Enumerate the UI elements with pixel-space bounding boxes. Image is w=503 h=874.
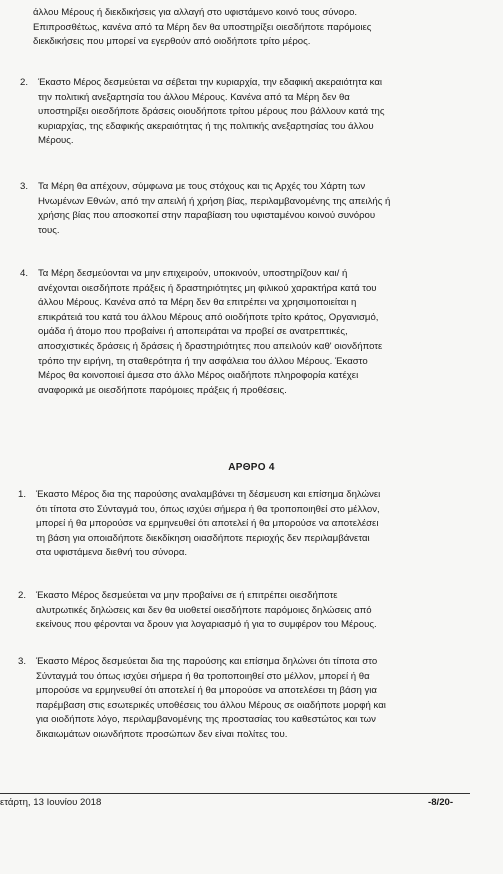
page-number: -8/20- xyxy=(428,797,454,808)
article-heading: ΑΡΘΡΟ 4 xyxy=(228,462,275,473)
text-line: υποστηρίξει οιεσδήποτε δράσεις οιουδήποτε τρίτου μέρους που βάλλουν κατά της xyxy=(38,106,385,118)
text-line: ανέχονται οιεσδήποτε πράξεις ή δραστηριότητες μη φιλικού χαρακτήρα κατά του xyxy=(38,282,377,294)
item-number: 4. xyxy=(20,268,29,279)
text-line: αποσχιστικές δράσεις ή δράσεις ή δραστηριότητες που απειλούν καθ' οιονδήποτε xyxy=(38,340,383,352)
text-line: ότι τίποτα στο Σύνταγμά του, όπως ισχύει σήμερα ή θα τροποποιηθεί στο μέλλον, xyxy=(36,503,380,515)
article4-item-1 xyxy=(36,488,473,561)
article-item-2 xyxy=(38,76,473,149)
text-line: ομάδα ή άτομο που προβαίνει ή αποπειράται να προβεί σε ανατρεπτικές, xyxy=(38,326,348,338)
footer-divider xyxy=(0,793,470,794)
text-line: χρήσης βίας που αποσκοπεί στην παραβίαση του υφισταμένου κοινού συνόρου xyxy=(38,210,376,222)
text-line: τους. xyxy=(38,224,60,236)
text-line: άλλου Μέρους. Κανένα από τα Μέρη δεν θα επιτρέπει να χρησιμοποιείται η xyxy=(38,297,357,309)
text-line: παρέμβαση στις εσωτερικές υποθέσεις του άλλου Μέρους σε οιαδήποτε μορφή και xyxy=(36,699,386,711)
text-line: αναφορικά με οιεσδήποτε παρόμοιες πράξεις ή προθέσεις. xyxy=(38,384,287,396)
text-line: μπορεί ή θα μπορούσε να ερμηνευθεί ότι αποτελεί ή θα μπορούσε να αποτελέσει xyxy=(36,518,379,530)
article-item-3 xyxy=(38,180,473,238)
text-line: Έκαστο Μέρος δια της παρούσης αναλαμβάνει τη δέσμευση και επίσημα δηλώνει xyxy=(36,489,381,500)
text-line: Έκαστο Μέρος δεσμεύεται δια της παρούσης και επίσημα δηλώνει ότι τίποτα στο xyxy=(36,656,378,667)
text-line: την πολιτική ανεξαρτησία του άλλου Μέρους. Κανένα από τα Μέρη δεν θα xyxy=(38,91,350,103)
text-line: κυριαρχίας, της εδαφικής ακεραιότητας ή της πολιτικής ανεξαρτησίας του άλλου xyxy=(38,120,374,132)
text-line: στα υφιστάμενα διεθνή του σύνορα. xyxy=(36,547,188,559)
text-line: Τα Μέρη δεσμεύονται να μην επιχειρούν, υποκινούν, υποστηρίζουν και/ ή xyxy=(38,268,348,279)
item-number: 1. xyxy=(18,489,27,500)
text-line: αλυτρωτικές δηλώσεις και δεν θα υιοθετεί οιεσδήποτε παρόμοιες δηλώσεις από xyxy=(36,604,372,616)
article-item-4 xyxy=(38,267,473,398)
item-number: 3. xyxy=(20,181,29,192)
text-line: μπορούσε να ερμηνευθεί ότι αποτελεί ή θα μπορούσε να αποτελέσει τη βάση για xyxy=(36,685,377,697)
item-number: 2. xyxy=(20,77,29,88)
text-line: δικαιωμάτων οιωνδήποτε προσώπων δεν είναι πολίτες του. xyxy=(36,728,288,740)
intro-paragraph xyxy=(33,6,473,50)
text-line: επικράτειά του κατά του άλλου Μέρους από οιοδήποτε τρίτο κράτος, Οργανισμό, xyxy=(38,311,379,323)
text-line: Έκαστο Μέρος δεσμεύεται να σέβεται την κυριαρχία, την εδαφική ακεραιότητα και xyxy=(38,77,383,88)
text-line: εκείνους που φέρονται να δρουν για λογαριασμό ή για το συμφέρον του Μέρους. xyxy=(36,619,377,631)
text-line: Επιπροσθέτως, κανένα από τα Μέρη δεν θα υποστηρίξει οιεσδήποτε παρόμοιες xyxy=(33,21,372,33)
text-line: Μέρος θα κοινοποιεί άμεσα στο άλλο Μέρος οιαδήποτε πληροφορία κατέχει xyxy=(38,370,359,382)
text-line: διεκδικήσεις που μπορεί να εγερθούν από οιοδήποτε τρίτο μέρος. xyxy=(33,36,311,48)
footer-date: ετάρτη, 13 Ιουνίου 2018 xyxy=(0,797,102,808)
text-line: Τα Μέρη θα απέχουν, σύμφωνα με τους στόχους και τις Αρχές του Χάρτη των xyxy=(38,181,366,192)
text-line: για οιοδήποτε λόγο, περιλαμβανομένης της προστασίας του καθεστώτος και των xyxy=(36,714,376,726)
text-line: Μέρους. xyxy=(38,135,74,147)
article4-item-3 xyxy=(36,655,473,743)
text-line: τη βάση για οποιαδήποτε διεκδίκηση οιασδήποτε περιοχής δεν περιλαμβάνεται xyxy=(36,532,370,544)
text-line: άλλου Μέρους ή διεκδικήσεις για αλλαγή στο υφιστάμενο κοινό τους σύνορο. xyxy=(33,7,358,18)
item-number: 2. xyxy=(18,590,27,601)
article4-item-2 xyxy=(36,589,473,633)
text-line: τρόπο την ειρήνη, τη σταθερότητα ή την ασφάλεια του άλλου Μέρους. Έκαστο xyxy=(38,355,368,367)
text-line: Σύνταγμά του όπως ισχύει σήμερα ή θα τροποποιηθεί στο μέλλον, μπορεί ή θα xyxy=(36,670,370,682)
text-line: Ηνωμένων Εθνών, από την απειλή ή χρήση βίας, περιλαμβανομένης της απειλής ή xyxy=(38,195,391,207)
text-line: Έκαστο Μέρος δεσμεύεται να μην προβαίνει σε ή επιτρέπει οιεσδήποτε xyxy=(36,590,338,601)
item-number: 3. xyxy=(18,656,27,667)
